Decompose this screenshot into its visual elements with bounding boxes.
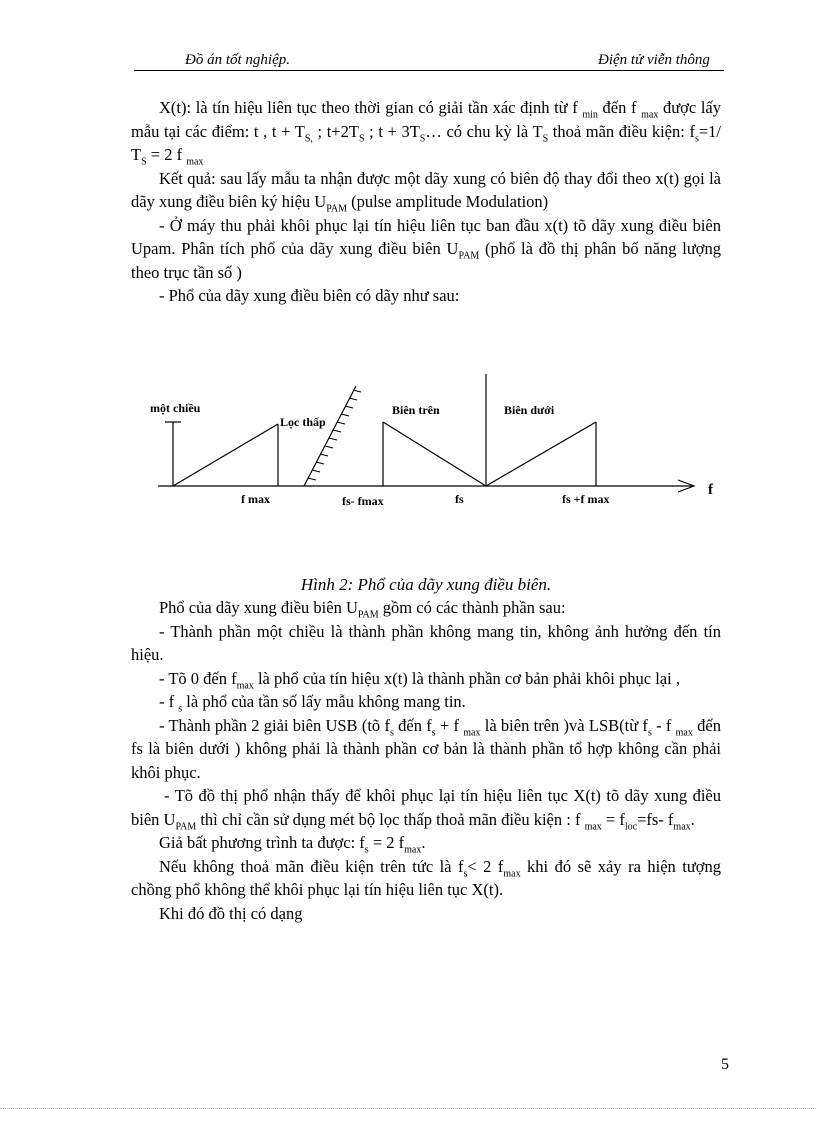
paragraph-3: - Ở máy thu phải khôi phục lại tín hiệu liên tục ban đầu x(t) tõ dãy xung điều biên Upam. Phân tích phổ của dãy xung điều biên $U_{PAM}$ (phổ là đồ thị phân bố năng lượng theo trục tần số ) [131,215,721,282]
header-right: Điện tử viễn thông [598,52,710,68]
label-lower-band: Biên dưới [504,403,555,417]
paragraph-7: - Tõ 0 đến $f_{max}$ là phổ của tín hiệu x(t) là thành phần cơ bản phải khôi phục lại , [159,668,680,691]
header-left: Đồ án tốt nghiệp. [185,52,290,68]
paragraph-11: Giả bất phương trình ta được: $f_s = 2$ $f_{max}$. [159,833,426,856]
page-bottom-rule [0,1108,816,1109]
figure-spacer [131,308,721,573]
tick-fs-plus-fmax: fs +f max [562,492,610,506]
page-number: 5 [721,1056,729,1073]
paragraph-8: - f $_s$ là phổ của tần số lấy mẫu không mang tin. [159,692,466,715]
paragraph-10: - Tõ đồ thị phổ nhận thấy để khôi phục lại tín hiệu liên tục X(t) tõ dãy xung điều biên $U_{PAM}$ thì chỉ cần sử dụng mét bộ lọc thấp thoả mãn điều kiện : f $_{max} = f_{loc}=fs-$ $f_{max}$. [131,786,721,832]
tick-fmax: f max [241,492,270,506]
paragraph-13: Khi đó đồ thị có dạng [159,903,303,923]
label-dc: một chiều [150,401,201,415]
label-lowpass: Lọc thấp [280,415,326,429]
paragraph-9: - Thành phần 2 giải biên USB (tõ $f_s$ đến $f_s + f$ $_{max}$ là biên trên )và LSB(từ $f_s$ - f $_{max}$ đến fs là biên dưới ) không phải là thành phần cơ bản là thành phần tổ hợp không cần phải khôi phục. [131,715,721,782]
body-text [131,96,721,925]
paragraph-5: Phổ của dãy xung điều biên $U_{PAM}$ gồm có các thành phần sau: [159,598,566,621]
label-upper-band: Biên trên [392,403,440,417]
tick-fs: fs [455,492,464,506]
paragraph-12: Nếu không thoả mãn điều kiện trên tức là $f_s< 2$ $f_{max}$ khi đó sẽ xảy ra hiện tượng chồng phổ không thể khôi phục lại tín hiệu liên tục X(t). [131,856,721,899]
paragraph-4: - Phổ của dãy xung điều biên có dãy như sau: [159,286,460,305]
tick-fs-minus-fmax: fs- fmax [342,494,384,508]
paragraph-6: - Thành phần một chiều là thành phần không mang tin, không ảnh hưởng đến tín hiệu. [131,621,721,664]
paragraph-2: Kết quả: sau lấy mẫu ta nhận được một dãy xung có biên độ thay đổi theo x(t) gọi là dãy xung điều biên ký hiệu $U_{PAM}$ (pulse amplitude Modulation) [131,168,721,215]
figure-caption: Hình 2: Phổ của dãy xung điều biên. [300,574,552,594]
paragraph-1: X(t): là tín hiệu liên tục theo thời gian có giải tần xác định từ f $_{min}$ đến f $_{max}$ được lấy mẫu tại các điểm: t , $t + T_{S,}$ ; $t+2T_S$ ; $t + 3T_S\dots$ có chu kỳ là $T_S$ thoả mãn điều kiện: $f_s=1/$ $T_S = 2$ f $_{max}$ [131,98,721,168]
label-f-axis: f [708,482,713,498]
